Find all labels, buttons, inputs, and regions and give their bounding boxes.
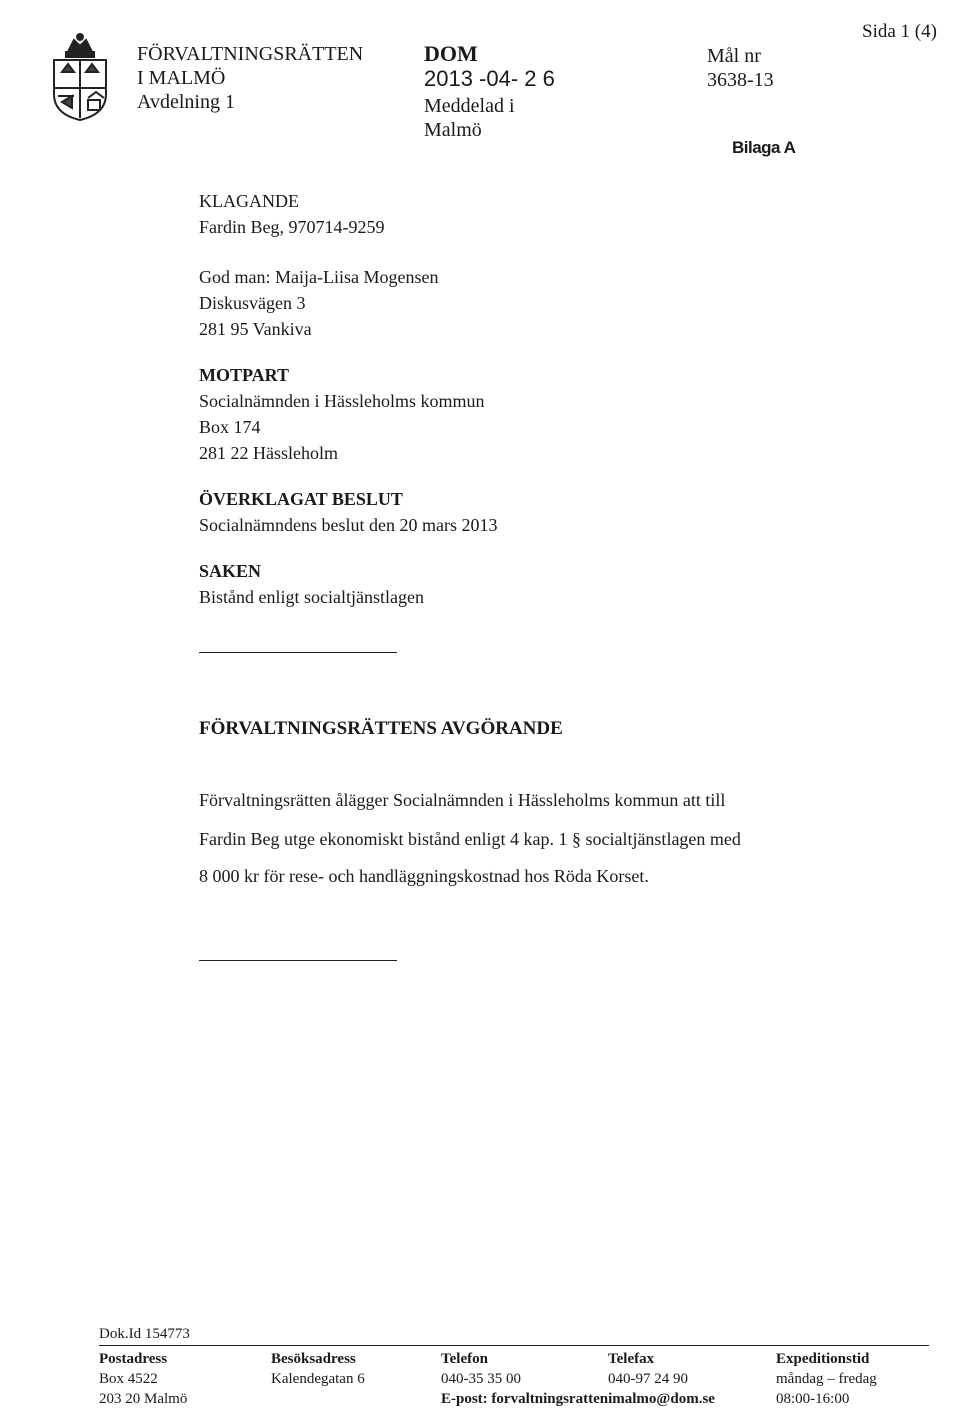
announced-label: Meddelad i <box>424 95 515 117</box>
page-number: Sida 1 (4) <box>862 21 937 42</box>
ruling-heading: FÖRVALTNINGSRÄTTENS AVGÖRANDE <box>199 718 563 739</box>
annex-label: Bilaga A <box>732 138 796 157</box>
appealed-decision-heading: ÖVERKLAGAT BESLUT <box>199 489 403 509</box>
visit-heading: Besöksadress <box>271 1351 356 1367</box>
case-number: 3638-13 <box>707 69 774 91</box>
stamp-date: 2013 -04- 2 6 <box>424 66 555 91</box>
court-name-line2: I MALMÖ <box>137 67 226 89</box>
postal-box: Box 4522 <box>99 1371 158 1387</box>
hours-days: måndag – fredag <box>776 1371 877 1387</box>
visit-street: Kalendegatan 6 <box>271 1371 365 1387</box>
ruling-line-2: Fardin Beg utge ekonomiskt bistånd enligt 4 kap. 1 § socialtjänstlagen med <box>199 829 741 849</box>
matter-heading: SAKEN <box>199 561 262 581</box>
respondent-name: Socialnämnden i Hässleholms kommun <box>199 391 485 411</box>
respondent-heading: MOTPART <box>199 365 290 385</box>
document-type: DOM <box>424 41 478 66</box>
ruling-line-1: Förvaltningsrätten ålägger Socialnämnden i Hässleholms kommun att till <box>199 790 726 810</box>
postal-city: 203 20 Malmö <box>99 1391 188 1407</box>
court-name-line1: FÖRVALTNINGSRÄTTEN <box>137 43 364 65</box>
fax-heading: Telefax <box>608 1351 655 1367</box>
respondent-box: Box 174 <box>199 417 261 437</box>
phone-number: 040-35 35 00 <box>441 1371 521 1387</box>
email-address: E-post: forvaltningsrattenimalmo@dom.se <box>441 1391 715 1407</box>
footer-rule <box>99 1345 929 1346</box>
hours-time: 08:00-16:00 <box>776 1391 850 1407</box>
appellant-name: Fardin Beg, 970714-9259 <box>199 217 385 237</box>
announced-place: Malmö <box>424 119 482 141</box>
case-number-label: Mål nr <box>707 45 761 67</box>
ruling-line-3: 8 000 kr för rese- och handläggningskostnad hos Röda Korset. <box>199 866 649 886</box>
fax-number: 040-97 24 90 <box>608 1371 688 1387</box>
matter-text: Bistånd enligt socialtjänstlagen <box>199 587 424 607</box>
appealed-decision-text: Socialnämndens beslut den 20 mars 2013 <box>199 515 498 535</box>
doc-id: Dok.Id 154773 <box>99 1326 190 1342</box>
division: Avdelning 1 <box>137 91 235 113</box>
respondent-city: 281 22 Hässleholm <box>199 443 338 463</box>
hours-heading: Expeditionstid <box>776 1351 870 1367</box>
phone-heading: Telefon <box>441 1351 488 1367</box>
divider-bottom <box>199 960 397 961</box>
guardian-city: 281 95 Vankiva <box>199 319 312 339</box>
divider-top <box>199 652 397 653</box>
guardian-street: Diskusvägen 3 <box>199 293 306 313</box>
guardian-name: God man: Maija-Liisa Mogensen <box>199 267 439 287</box>
postal-heading: Postadress <box>99 1351 168 1367</box>
appellant-heading: KLAGANDE <box>199 191 299 211</box>
court-emblem-icon <box>48 30 112 124</box>
